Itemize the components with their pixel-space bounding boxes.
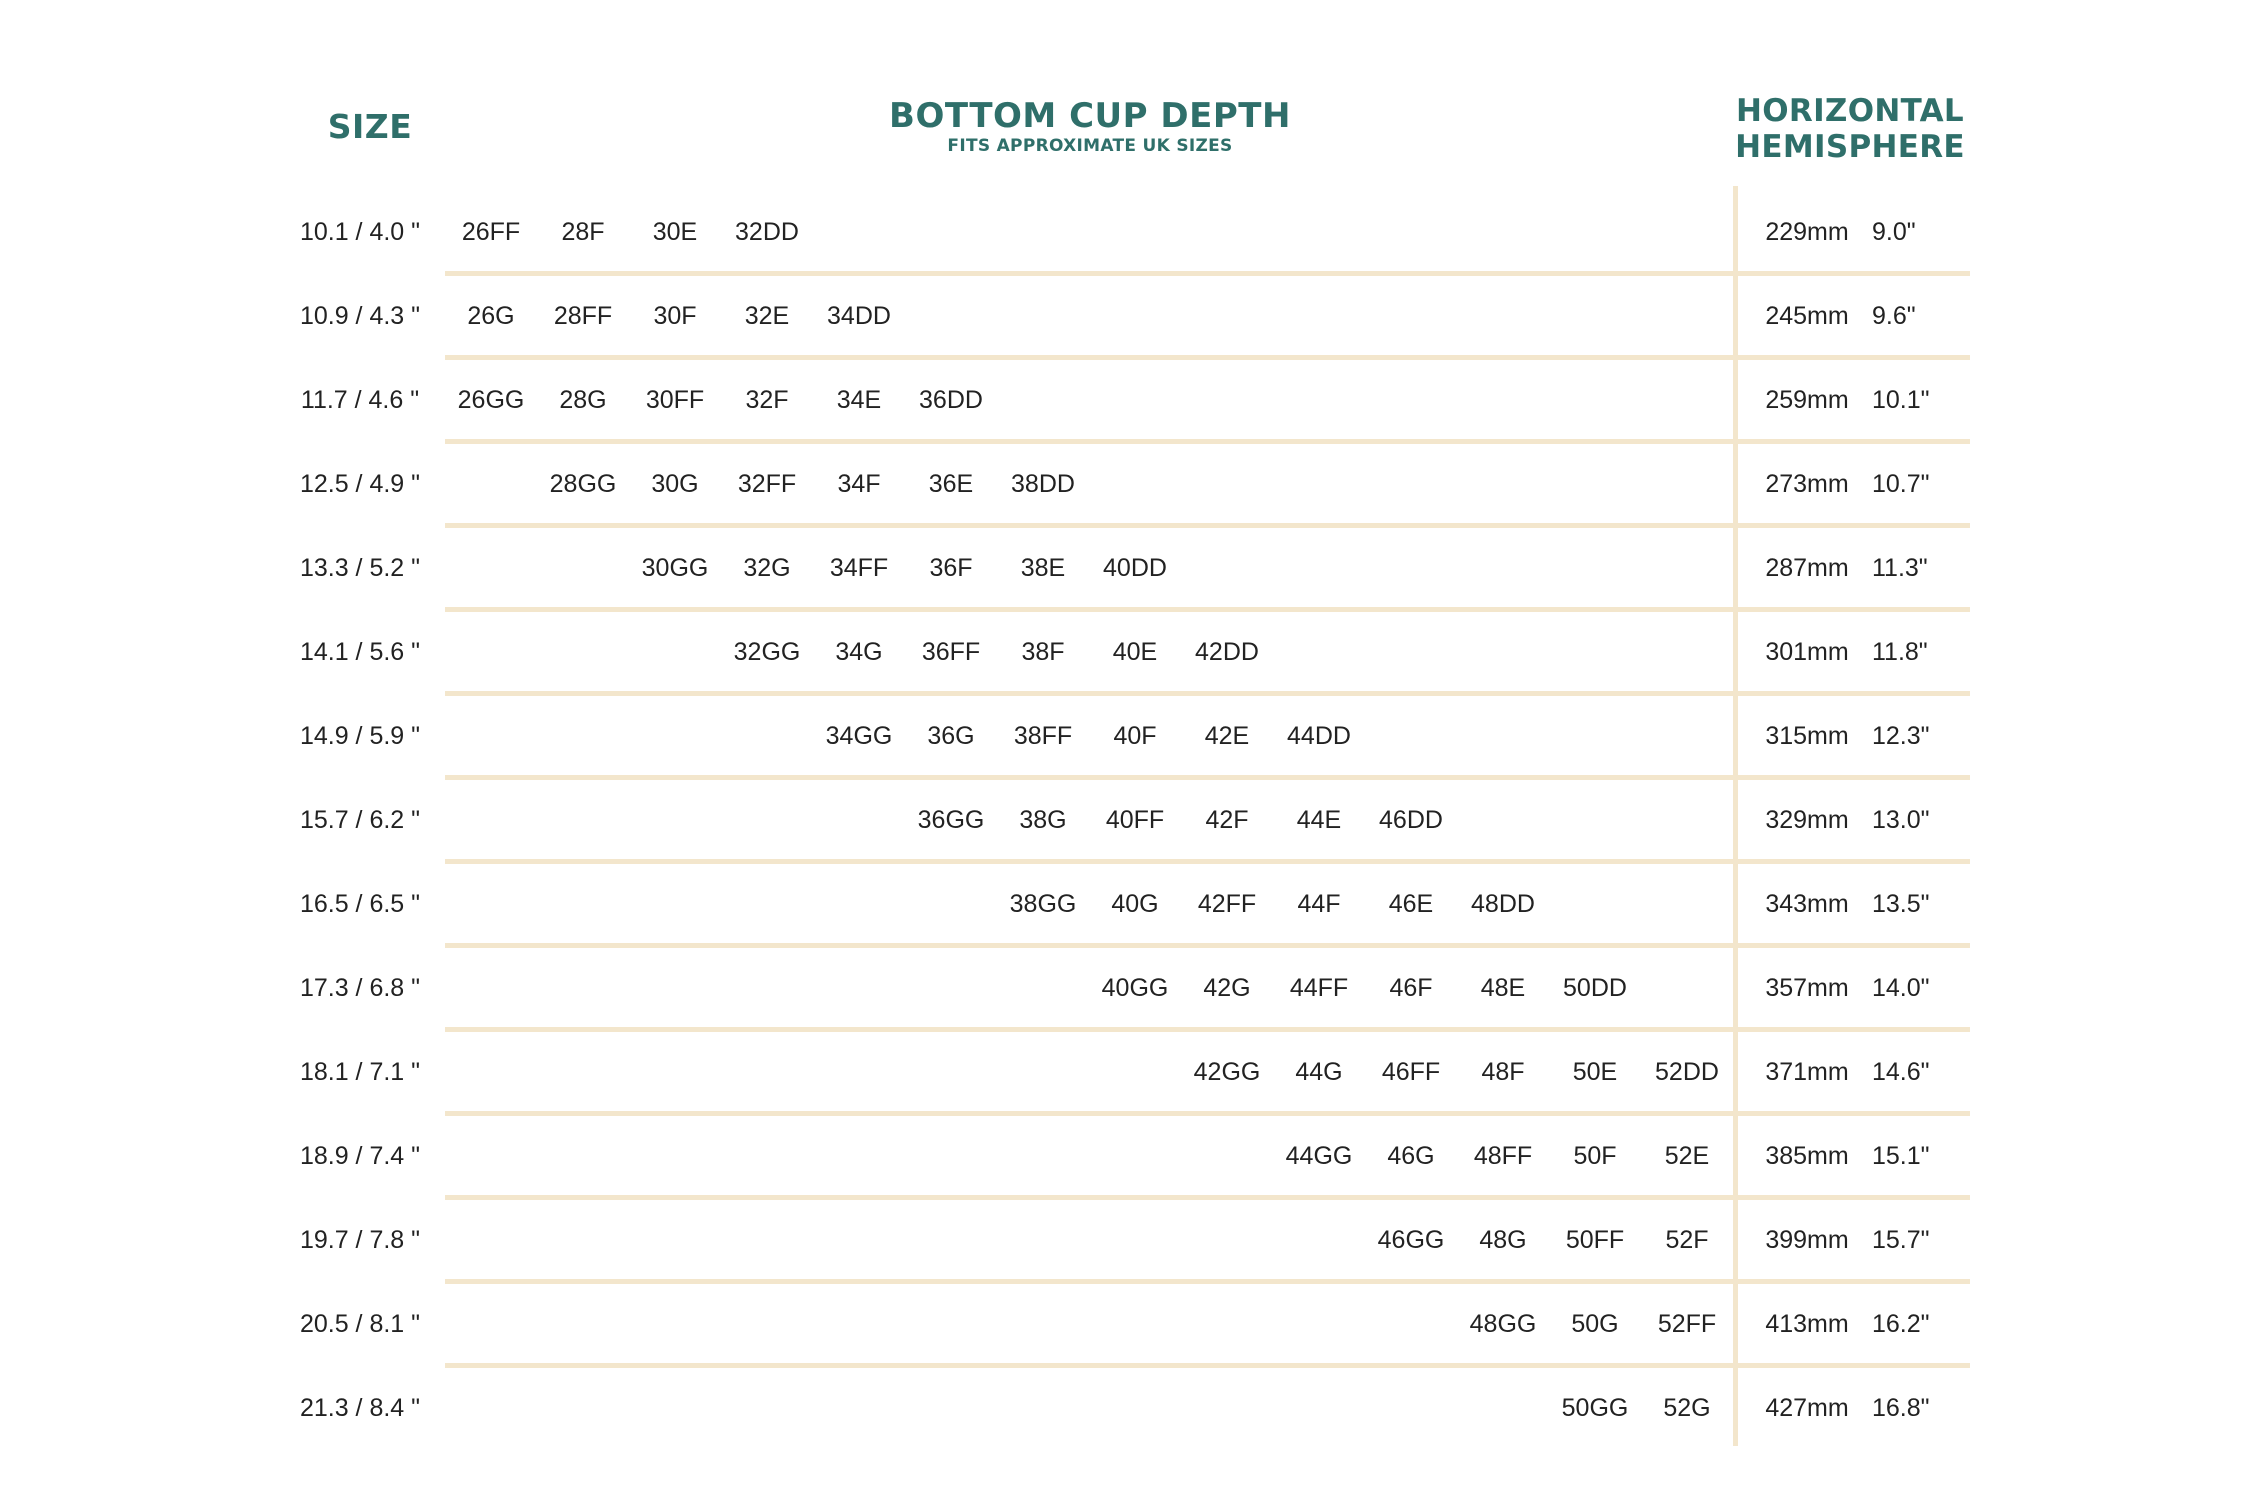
table-row (0, 1282, 2250, 1366)
cup-size-cell: 50E (1572, 1058, 1618, 1086)
size-cell: 17.3 / 6.8 " (299, 974, 421, 1002)
cup-size-cell: 46DD (1379, 806, 1443, 834)
cup-size-cell: 30E (652, 218, 698, 246)
table-row (0, 274, 2250, 358)
size-cell: 10.1 / 4.0 " (299, 218, 421, 246)
cup-size-cell: 42G (1203, 974, 1251, 1002)
cup-size-cell: 36E (928, 470, 974, 498)
cup-depth-header: BOTTOM CUP DEPTH (889, 96, 1291, 136)
cup-size-cell: 46GG (1377, 1226, 1445, 1254)
table-row (0, 358, 2250, 442)
cup-size-cell: 50FF (1565, 1226, 1625, 1254)
cup-size-cell: 42FF (1197, 890, 1257, 918)
cup-size-cell: 50DD (1563, 974, 1627, 1002)
cup-size-cell: 32GG (733, 638, 801, 666)
cup-size-cell: 48F (1481, 1058, 1525, 1086)
size-cell: 10.9 / 4.3 " (299, 302, 421, 330)
table-row (0, 1366, 2250, 1450)
hemisphere-header-line1: HORIZONTAL (1736, 93, 1964, 129)
cup-size-cell: 36F (929, 554, 973, 582)
cup-size-cell: 52DD (1655, 1058, 1719, 1086)
cup-size-cell: 52F (1665, 1226, 1709, 1254)
cup-size-cell: 44FF (1289, 974, 1349, 1002)
size-cell: 14.9 / 5.9 " (299, 722, 421, 750)
cup-size-cell: 40F (1113, 722, 1157, 750)
hemisphere-mm-cell: 343mm (1765, 890, 1849, 918)
cup-size-cell: 44G (1295, 1058, 1343, 1086)
size-cell: 21.3 / 8.4 " (299, 1394, 421, 1422)
hemisphere-inch-cell: 15.1" (1872, 1142, 1930, 1170)
cup-size-cell: 52E (1664, 1142, 1710, 1170)
cup-size-cell: 36FF (921, 638, 981, 666)
hemisphere-mm-cell: 273mm (1765, 470, 1849, 498)
cup-size-cell: 26GG (457, 386, 525, 414)
cup-size-cell: 40GG (1101, 974, 1169, 1002)
size-cell: 14.1 / 5.6 " (299, 638, 421, 666)
hemisphere-mm-cell: 245mm (1765, 302, 1849, 330)
hemisphere-mm-cell: 229mm (1765, 218, 1849, 246)
size-cell: 12.5 / 4.9 " (299, 470, 421, 498)
cup-size-cell: 36GG (917, 806, 985, 834)
hemisphere-inch-cell: 16.8" (1872, 1394, 1930, 1422)
cup-size-cell: 46E (1388, 890, 1434, 918)
table-row (0, 526, 2250, 610)
size-cell: 20.5 / 8.1 " (299, 1310, 421, 1338)
table-row (0, 694, 2250, 778)
cup-size-cell: 28GG (549, 470, 617, 498)
table-row (0, 190, 2250, 274)
hemisphere-inch-cell: 14.6" (1872, 1058, 1930, 1086)
cup-size-cell: 38FF (1013, 722, 1073, 750)
hemisphere-inch-cell: 10.7" (1872, 470, 1930, 498)
size-cell: 19.7 / 7.8 " (299, 1226, 421, 1254)
cup-size-cell: 30FF (645, 386, 705, 414)
table-row (0, 778, 2250, 862)
table-row (0, 442, 2250, 526)
hemisphere-mm-cell: 301mm (1765, 638, 1849, 666)
cup-size-cell: 26FF (461, 218, 521, 246)
table-row (0, 1198, 2250, 1282)
cup-size-cell: 30G (651, 470, 699, 498)
size-cell: 16.5 / 6.5 " (299, 890, 421, 918)
table-row (0, 862, 2250, 946)
hemisphere-mm-cell: 259mm (1765, 386, 1849, 414)
cup-size-cell: 40FF (1105, 806, 1165, 834)
size-cell: 18.9 / 7.4 " (299, 1142, 421, 1170)
cup-size-cell: 34DD (827, 302, 891, 330)
cup-size-cell: 38F (1021, 638, 1065, 666)
size-cell: 13.3 / 5.2 " (299, 554, 421, 582)
cup-size-cell: 50F (1573, 1142, 1617, 1170)
size-column-header: SIZE (327, 107, 413, 146)
cup-size-cell: 36DD (919, 386, 983, 414)
cup-size-cell: 34F (837, 470, 881, 498)
cup-size-cell: 38DD (1011, 470, 1075, 498)
cup-size-cell: 42DD (1195, 638, 1259, 666)
cup-size-cell: 34E (836, 386, 882, 414)
cup-size-cell: 40G (1111, 890, 1159, 918)
size-cell: 11.7 / 4.6 " (300, 386, 420, 414)
cup-size-cell: 28G (559, 386, 607, 414)
hemisphere-inch-cell: 9.0" (1872, 218, 1916, 246)
hemisphere-header-line2: HEMISPHERE (1735, 129, 1965, 165)
cup-size-cell: 42E (1204, 722, 1250, 750)
hemisphere-mm-cell: 357mm (1765, 974, 1849, 1002)
table-row (0, 1114, 2250, 1198)
hemisphere-mm-cell: 287mm (1765, 554, 1849, 582)
cup-size-cell: 50G (1571, 1310, 1619, 1338)
table-row (0, 1030, 2250, 1114)
hemisphere-mm-cell: 371mm (1765, 1058, 1849, 1086)
cup-size-cell: 46FF (1381, 1058, 1441, 1086)
table-row (0, 946, 2250, 1030)
hemisphere-mm-cell: 329mm (1765, 806, 1849, 834)
cup-size-cell: 36G (927, 722, 975, 750)
cup-size-cell: 26G (467, 302, 515, 330)
size-cell: 15.7 / 6.2 " (299, 806, 421, 834)
hemisphere-mm-cell: 315mm (1765, 722, 1849, 750)
cup-size-cell: 30F (653, 302, 697, 330)
hemisphere-inch-cell: 13.0" (1872, 806, 1930, 834)
cup-size-cell: 44F (1297, 890, 1341, 918)
cup-size-cell: 48FF (1473, 1142, 1533, 1170)
cup-size-cell: 44GG (1285, 1142, 1353, 1170)
cup-size-cell: 50GG (1561, 1394, 1629, 1422)
cup-size-cell: 32FF (737, 470, 797, 498)
cup-size-cell: 38GG (1009, 890, 1077, 918)
hemisphere-mm-cell: 385mm (1765, 1142, 1849, 1170)
hemisphere-inch-cell: 11.8" (1872, 638, 1928, 666)
cup-size-cell: 34G (835, 638, 883, 666)
cup-size-cell: 28FF (553, 302, 613, 330)
cup-size-cell: 28F (561, 218, 605, 246)
cup-size-cell: 38E (1020, 554, 1066, 582)
cup-size-cell: 46F (1389, 974, 1433, 1002)
cup-size-cell: 32F (745, 386, 789, 414)
cup-size-cell: 32DD (735, 218, 799, 246)
cup-size-cell: 40DD (1103, 554, 1167, 582)
cup-depth-subheader: FITS APPROXIMATE UK SIZES (947, 136, 1233, 156)
hemisphere-inch-cell: 12.3" (1872, 722, 1930, 750)
table-row (0, 610, 2250, 694)
hemisphere-inch-cell: 16.2" (1872, 1310, 1930, 1338)
hemisphere-inch-cell: 15.7" (1872, 1226, 1930, 1254)
cup-size-cell: 38G (1019, 806, 1067, 834)
cup-size-cell: 48GG (1469, 1310, 1537, 1338)
hemisphere-inch-cell: 13.5" (1872, 890, 1930, 918)
cup-size-cell: 48E (1480, 974, 1526, 1002)
hemisphere-inch-cell: 14.0" (1872, 974, 1930, 1002)
hemisphere-mm-cell: 427mm (1765, 1394, 1849, 1422)
cup-size-cell: 42F (1205, 806, 1249, 834)
cup-size-cell: 40E (1112, 638, 1158, 666)
cup-size-cell: 48DD (1471, 890, 1535, 918)
hemisphere-mm-cell: 413mm (1765, 1310, 1849, 1338)
cup-size-cell: 46G (1387, 1142, 1435, 1170)
hemisphere-inch-cell: 11.3" (1872, 554, 1928, 582)
cup-size-cell: 32G (743, 554, 791, 582)
cup-size-cell: 48G (1479, 1226, 1527, 1254)
hemisphere-mm-cell: 399mm (1765, 1226, 1849, 1254)
cup-size-cell: 34GG (825, 722, 893, 750)
cup-size-cell: 52G (1663, 1394, 1711, 1422)
cup-size-cell: 44E (1296, 806, 1342, 834)
cup-size-cell: 52FF (1657, 1310, 1717, 1338)
cup-size-cell: 34FF (829, 554, 889, 582)
hemisphere-inch-cell: 9.6" (1872, 302, 1916, 330)
cup-size-cell: 30GG (641, 554, 709, 582)
size-cell: 18.1 / 7.1 " (299, 1058, 421, 1086)
cup-size-cell: 44DD (1287, 722, 1351, 750)
cup-size-cell: 42GG (1193, 1058, 1261, 1086)
hemisphere-inch-cell: 10.1" (1872, 386, 1930, 414)
cup-size-cell: 32E (744, 302, 790, 330)
